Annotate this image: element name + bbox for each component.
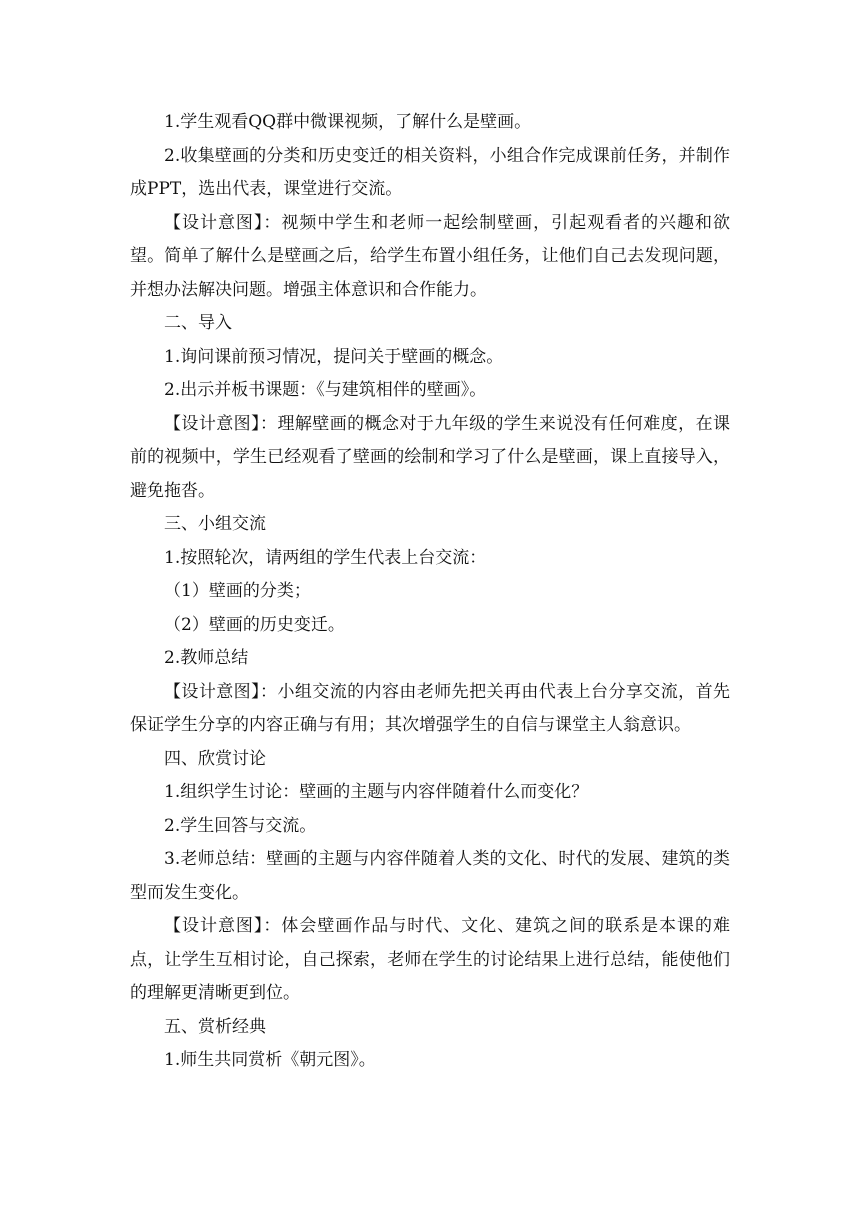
section-heading-discussion: 四、欣赏讨论 (164, 748, 266, 769)
exchange-step-1: 1.按照轮次，请两组的学生代表上台交流： (164, 547, 487, 568)
section-heading-group-exchange: 三、小组交流 (164, 514, 266, 534)
design-intent-3 (130, 676, 730, 743)
classics-step-1: 1.师生共同赏析《朝元图》。 (164, 1050, 376, 1070)
section-heading-intro: 二、导入 (164, 313, 232, 333)
design-intent-label: 【设计意图】 (164, 681, 261, 702)
intro-step-2: 2.出示并板书课题：《与建筑相伴的壁画》。 (164, 380, 487, 400)
design-intent-text: ：体会壁画作品与时代、文化、建筑之间的联系是本课的难点，让学生互相讨论，自己探索，老师在学生的讨论结果上进行总结，能使他们的理解更清晰更到位。 (130, 916, 731, 1003)
exchange-sub-item-2: （2）壁画的历史变迁。 (164, 614, 345, 635)
document-body (130, 106, 730, 1078)
design-intent-label: 【设计意图】 (164, 916, 264, 936)
intro-step-1: 1.询问课前预习情况，提问关于壁画的概念。 (164, 346, 504, 367)
prep-step-2: 2.收集壁画的分类和历史变迁的相关资料，小组合作完成课前任务，并制作成PPT，选出代表，课堂进行交流。 (130, 145, 730, 199)
exchange-step-2: 2.教师总结 (164, 648, 249, 668)
prep-step-1: 1.学生观看QQ群中微课视频，了解什么是壁画。 (164, 112, 532, 132)
design-intent-4 (130, 910, 730, 1011)
discussion-step-3: 3.老师总结：壁画的主题与内容伴随着人类的文化、时代的发展、建筑的类型而发生变化。 (130, 849, 730, 903)
design-intent-label: 【设计意图】 (164, 212, 264, 233)
section-heading-classics: 五、赏析经典 (164, 1016, 266, 1037)
design-intent-text: ：理解壁画的概念对于九年级的学生来说没有任何难度，在课前的视频中，学生已经观看了壁画的绘制和学习了什么是壁画，课上直接导入，避免拖沓。 (130, 413, 730, 501)
design-intent-1 (130, 207, 730, 308)
discussion-step-1: 1.组织学生讨论：壁画的主题与内容伴随着什么而变化？ (164, 782, 589, 802)
design-intent-label: 【设计意图】 (164, 413, 261, 434)
exchange-sub-item-1: （1）壁画的分类； (164, 581, 311, 601)
discussion-step-2: 2.学生回答与交流。 (164, 815, 317, 836)
design-intent-text: ：小组交流的内容由老师先把关再由代表上台分享交流，首先保证学生分享的内容正确与有用；其次增强学生的自信与课堂主人翁意识。 (130, 681, 730, 735)
design-intent-2 (130, 408, 730, 509)
design-intent-text: ：视频中学生和老师一起绘制壁画，引起观看者的兴趣和欲望。简单了解什么是壁画之后，给学生布置小组任务，让他们自己去发现问题，并想办法解决问题。增强主体意识和合作能力。 (130, 212, 731, 300)
